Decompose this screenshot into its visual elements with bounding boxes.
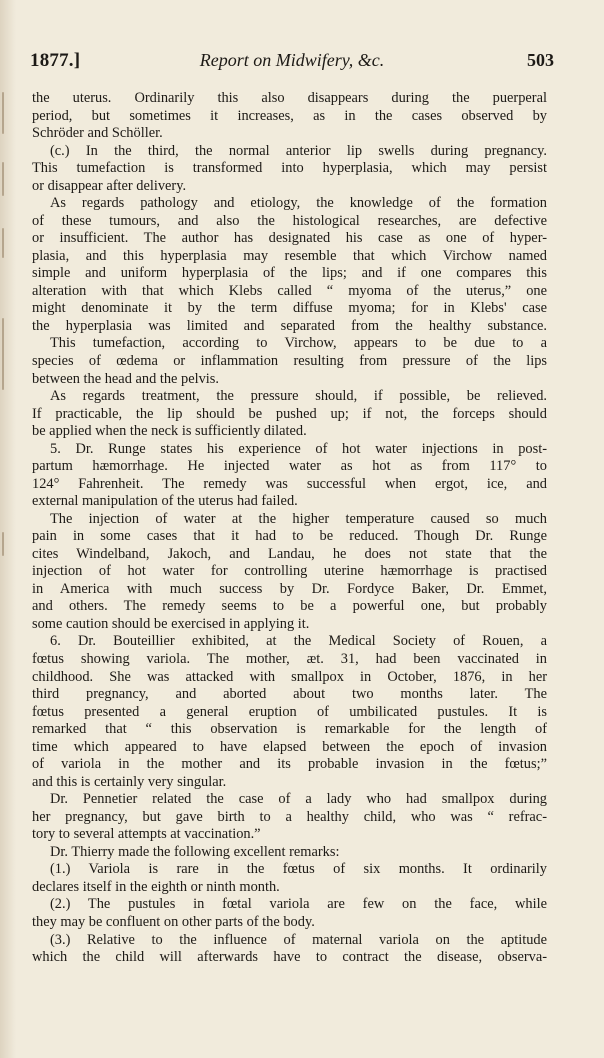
text-line: Dr. Pennetier related the case of a lady who had smallpox during <box>50 791 547 808</box>
text-line: pain in some cases that it had to be reduced. Though Dr. Runge <box>32 528 547 545</box>
text-line: in America with much success by Dr. Fordyce Baker, Dr. Emmet, <box>32 580 547 597</box>
text-line: (c.) In the third, the normal anterior lip swells during pregnancy. <box>50 142 547 159</box>
text-line: time which appeared to have elapsed between the epoch of invasion <box>32 738 547 755</box>
text-line: injection of hot water for controlling uterine hæmorrhage is practised <box>32 563 547 580</box>
margin-mark <box>2 532 4 556</box>
page-edge-shadow <box>0 0 16 1058</box>
running-head-title: Report on Midwifery, &c. <box>199 50 385 70</box>
text-line: the uterus. Ordinarily this also disappears during the puerperal <box>32 90 547 106</box>
text-line: of variola in the mother and its probable invasion in the fœtus;” <box>32 756 547 773</box>
text-line: plasia, and this hyperplasia may resemble that which Virchow named <box>32 247 547 264</box>
text-line: species of œdema or inflammation resulting from pressure of the lips <box>32 352 547 369</box>
text-line: As regards pathology and etiology, the knowledge of the formation <box>50 195 547 212</box>
text-line: and this is certainly very singular. <box>32 773 227 790</box>
text-line: declares itself in the eighth or ninth month. <box>32 878 280 895</box>
text-line: Dr. Thierry made the following excellent remarks: <box>50 843 340 860</box>
text-line: This tumefaction is transformed into hyperplasia, which may persist <box>32 160 547 177</box>
text-line: tory to several attempts at vaccination.” <box>32 826 261 843</box>
running-head <box>30 50 554 74</box>
margin-mark <box>2 228 4 258</box>
text-line: which the child will afterwards have to contract the disease, observa- <box>32 949 547 966</box>
text-line: some caution should be exercised in applying it. <box>32 615 310 632</box>
text-line: This tumefaction, according to Virchow, appears to be due to a <box>50 335 547 352</box>
text-line: or disappear after delivery. <box>32 177 187 194</box>
text-line: and others. The remedy seems to be a powerful one, but probably <box>32 598 547 615</box>
text-line: external manipulation of the uterus had failed. <box>32 493 298 510</box>
text-line: simple and uniform hyperplasia of the lips; and if one compares this <box>32 265 547 282</box>
text-line: The injection of water at the higher temperature caused so much <box>50 510 547 527</box>
margin-mark <box>2 318 4 390</box>
body-text <box>32 90 547 967</box>
text-line: might denominate it by the term diffuse myoma; for in Klebs' case <box>32 300 547 317</box>
text-line: If practicable, the lip should be pushed up; if not, the forceps should <box>32 405 547 422</box>
running-head-year: 1877.] <box>30 50 81 71</box>
text-line: partum hæmorrhage. He injected water as hot as from 117° to <box>32 458 547 475</box>
text-line: Schröder and Schöller. <box>32 125 163 142</box>
text-line: 5. Dr. Runge states his experience of hot water injections in post- <box>50 440 547 457</box>
margin-mark <box>2 92 4 134</box>
text-line: (2.) The pustules in fœtal variola are few on the face, while <box>50 896 547 913</box>
text-line: or insufficient. The author has designated his case as one of hyper- <box>32 230 547 247</box>
text-line: fœtus showing variola. The mother, æt. 31, had been vaccinated in <box>32 651 547 667</box>
text-line: between the head and the pelvis. <box>32 370 220 387</box>
page-number: 503 <box>527 50 554 70</box>
text-line: 124° Fahrenheit. The remedy was successful when ergot, ice, and <box>32 475 547 492</box>
text-line: childhood. She was attacked with smallpox in October, 1876, in her <box>32 668 547 685</box>
text-line: the hyperplasia was limited and separated from the healthy substance. <box>32 317 547 334</box>
text-line: cites Windelband, Jakoch, and Landau, he does not state that the <box>32 545 547 562</box>
text-line: 6. Dr. Bouteillier exhibited, at the Medical Society of Rouen, a <box>50 633 547 650</box>
text-line: (1.) Variola is rare in the fœtus of six months. It ordinarily <box>50 861 547 878</box>
text-line: her pregnancy, but gave birth to a healthy child, who was “ refrac- <box>32 808 547 825</box>
text-line: As regards treatment, the pressure should, if possible, be relieved. <box>50 388 547 405</box>
text-line: alteration with that which Klebs called “ myoma of the uterus,” one <box>32 282 547 299</box>
text-line: be applied when the neck is sufficiently dilated. <box>32 423 307 440</box>
text-line: period, but sometimes it increases, as in the cases observed by <box>32 107 547 124</box>
text-line: fœtus presented a general eruption of umbilicated pustules. It is <box>32 703 547 720</box>
text-line: they may be confluent on other parts of the body. <box>32 913 315 930</box>
text-line: third pregnancy, and aborted about two months later. The <box>32 686 547 703</box>
text-line: remarked that “ this observation is remarkable for the length of <box>32 721 547 738</box>
margin-mark <box>2 162 4 196</box>
text-line: of these tumours, and also the histological researches, are defective <box>32 212 547 229</box>
text-line: (3.) Relative to the influence of maternal variola on the aptitude <box>50 931 547 948</box>
